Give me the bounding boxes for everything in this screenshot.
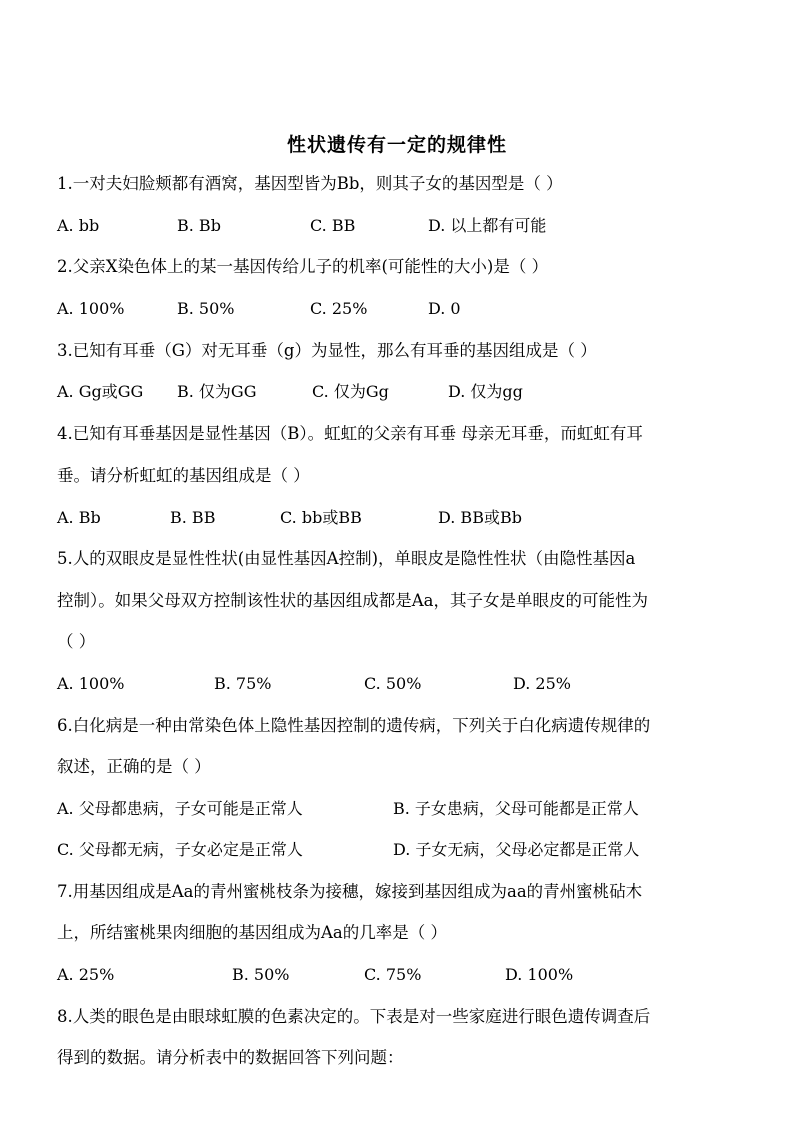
question-6-stem-line-2: 叙述，正确的是（ ）	[57, 757, 211, 776]
question-7-stem-line-2: 上，所结蜜桃果肉细胞的基因组成为Aa的几率是（ ）	[57, 923, 447, 942]
question-2-option-b: B. 50%	[177, 299, 235, 318]
question-6-stem-line-1: 6.白化病是一种由常染色体上隐性基因控制的遗传病，下列关于白化病遗传规律的	[57, 716, 651, 735]
question-5-option-b: B. 75%	[214, 674, 272, 693]
question-5-stem-line-2: 控制）。如果父母双方控制该性状的基因组成都是Aa，其子女是单眼皮的可能性为	[57, 591, 649, 610]
question-1-option-a: A. bb	[57, 216, 100, 235]
question-5-option-c: C. 50%	[364, 674, 422, 693]
question-3-option-d: D. 仅为gg	[448, 382, 523, 401]
question-5-option-a: A. 100%	[57, 674, 125, 693]
question-7-option-c: C. 75%	[364, 965, 422, 984]
question-5-stem-line-1: 5.人的双眼皮是显性性状(由显性基因A控制)，单眼皮是隐性性状（由隐性基因a	[57, 549, 636, 568]
question-2-option-a: A. 100%	[57, 299, 125, 318]
question-4-stem-line-2: 垂。请分析虹虹的基因组成是（ ）	[57, 466, 310, 485]
question-7-option-b: B. 50%	[232, 965, 290, 984]
question-6-option-b: B. 子女患病，父母可能都是正常人	[393, 799, 639, 818]
question-4-option-d: D. BB或Bb	[438, 508, 522, 527]
question-6-option-a: A. 父母都患病，子女可能是正常人	[57, 799, 303, 818]
question-7-option-d: D. 100%	[505, 965, 574, 984]
question-7-stem-line-1: 7.用基因组成是Aa的青州蜜桃枝条为接穗，嫁接到基因组成为aa的青州蜜桃砧木	[57, 882, 643, 901]
question-2-option-c: C. 25%	[310, 299, 368, 318]
question-2-stem: 2.父亲X染色体上的某一基因传给儿子的机率(可能性的大小)是（ ）	[57, 257, 549, 276]
question-4-option-a: A. Bb	[57, 508, 101, 527]
question-5-stem-line-3: （ ）	[57, 632, 96, 651]
question-3-option-c: C. 仅为Gg	[312, 382, 389, 401]
question-8-stem-line-2: 得到的数据。请分析表中的数据回答下列问题：	[57, 1048, 404, 1067]
question-1-option-b: B. Bb	[177, 216, 221, 235]
question-1-option-d: D. 以上都有可能	[428, 216, 547, 235]
question-3-option-b: B. 仅为GG	[177, 382, 257, 401]
question-6-option-c: C. 父母都无病，子女必定是正常人	[57, 840, 303, 859]
question-3-option-a: A. Gg或GG	[57, 382, 144, 401]
question-4-stem-line-1: 4.已知有耳垂基因是显性基因（B）。虹虹的父亲有耳垂 母亲无耳垂，而虹虹有耳	[57, 424, 643, 443]
question-4-option-c: C. bb或BB	[280, 508, 362, 527]
question-7-option-a: A. 25%	[57, 965, 115, 984]
question-1-option-c: C. BB	[310, 216, 356, 235]
question-1-stem: 1.一对夫妇脸颊都有酒窝，基因型皆为Bb，则其子女的基因型是（ ）	[57, 174, 563, 193]
question-3-stem: 3.已知有耳垂（G）对无耳垂（g）为显性，那么有耳垂的基因组成是（ ）	[57, 341, 597, 360]
question-8-stem-line-1: 8.人类的眼色是由眼球虹膜的色素决定的。下表是对一些家庭进行眼色遗传调查后	[57, 1007, 651, 1026]
question-6-option-d: D. 子女无病，父母必定都是正常人	[393, 840, 640, 859]
question-4-option-b: B. BB	[170, 508, 216, 527]
question-2-option-d: D. 0	[428, 299, 461, 318]
page-title: 性状遗传有一定的规律性	[286, 134, 507, 156]
question-5-option-d: D. 25%	[513, 674, 571, 693]
